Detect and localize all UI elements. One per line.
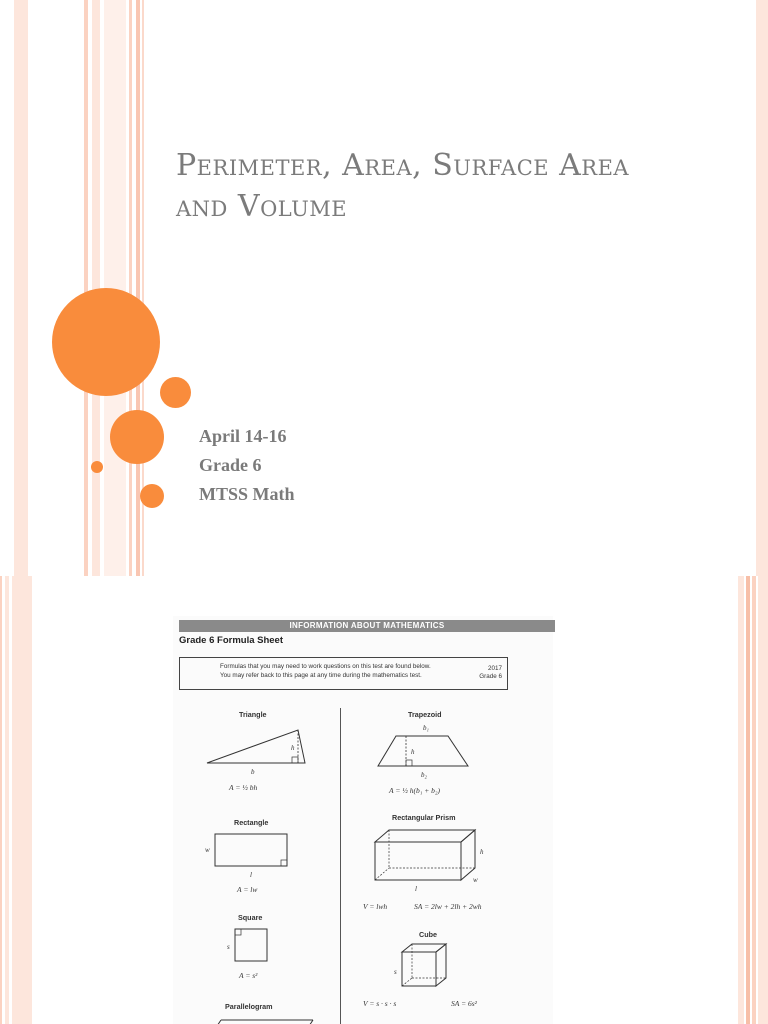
trapezoid-diagram (376, 722, 476, 782)
trapezoid-label: Trapezoid (408, 710, 442, 719)
square-label: Square (238, 913, 263, 922)
column-divider (340, 708, 341, 1024)
decorative-circle-large (52, 288, 160, 396)
subtitle-course: MTSS Math (199, 484, 295, 504)
rect-prism-w: w (473, 876, 478, 884)
parallelogram-label: Parallelogram (225, 1002, 273, 1011)
decorative-stripe (0, 576, 2, 1024)
cube-diagram (394, 942, 458, 997)
rectangle-label: Rectangle (234, 818, 269, 827)
title-line-2: and Volume (176, 189, 348, 224)
decorative-stripe (746, 576, 750, 1024)
rect-prism-h: h (480, 848, 484, 856)
trapezoid-b1: b₁ (423, 724, 429, 732)
rectangle-w: w (205, 846, 210, 854)
info-line-2: You may refer back to this page at any time during the mathematics test. (220, 672, 422, 679)
decorative-stripe (752, 576, 756, 1024)
info-line-1: Formulas that you may need to work questions on this test are found below. (220, 663, 431, 670)
decorative-stripe (758, 576, 768, 1024)
formula-sheet-image (173, 616, 553, 1024)
decorative-dot (91, 461, 103, 473)
cube-s: s (394, 968, 397, 976)
trapezoid-formula: A = ½ h(b₁ + b₂) (389, 786, 441, 795)
page-title (176, 145, 736, 227)
info-year: 2017 (487, 665, 502, 672)
cube-volume: V = s · s · s (363, 999, 397, 1008)
rect-prism-l: l (415, 885, 417, 893)
decorative-circle-small (160, 377, 191, 408)
rectangle-formula: A = lw (237, 885, 258, 894)
decorative-stripe (129, 0, 132, 576)
triangle-b: b (251, 768, 255, 776)
cube-surface-area: SA = 6s² (451, 999, 477, 1008)
rect-prism-label: Rectangular Prism (392, 813, 456, 822)
parallelogram-diagram (213, 1016, 313, 1024)
decorative-stripe (756, 0, 768, 576)
rectangle-l: l (250, 871, 252, 879)
triangle-diagram (205, 728, 305, 778)
decorative-stripe (738, 576, 744, 1024)
trapezoid-h: h (411, 748, 415, 756)
square-diagram (225, 927, 275, 972)
rectangle-diagram (203, 832, 303, 882)
sheet-banner: INFORMATION ABOUT MATHEMATICS (179, 620, 555, 632)
info-grade: Grade 6 (479, 673, 502, 680)
triangle-formula: A = ½ bh (229, 783, 258, 792)
decorative-stripe (5, 576, 9, 1024)
rect-prism-diagram (373, 826, 513, 892)
decorative-stripe (136, 0, 140, 576)
decorative-circle-small-2 (140, 484, 164, 508)
square-formula: A = s² (239, 971, 258, 980)
decorative-stripe (12, 576, 32, 1024)
info-box (179, 657, 508, 690)
square-s: s (227, 943, 230, 951)
info-year-grade (479, 665, 502, 681)
subtitle-grade: Grade 6 (199, 455, 262, 475)
decorative-stripe (84, 0, 88, 576)
rect-prism-volume: V = lwh (363, 902, 388, 911)
triangle-h: h (291, 744, 295, 752)
decorative-stripe (14, 0, 28, 576)
title-line-1: Perimeter, Area, Surface Area (176, 148, 630, 183)
trapezoid-b2: b₂ (421, 771, 427, 779)
cube-label: Cube (419, 930, 437, 939)
triangle-label: Triangle (239, 710, 267, 719)
formula-sheet-slide (0, 576, 768, 1024)
sheet-title: Grade 6 Formula Sheet (179, 635, 284, 646)
decorative-circle-medium (110, 410, 164, 464)
subtitle-date: April 14-16 (199, 426, 287, 446)
rect-prism-surface-area: SA = 2lw + 2lh + 2wh (414, 902, 482, 911)
